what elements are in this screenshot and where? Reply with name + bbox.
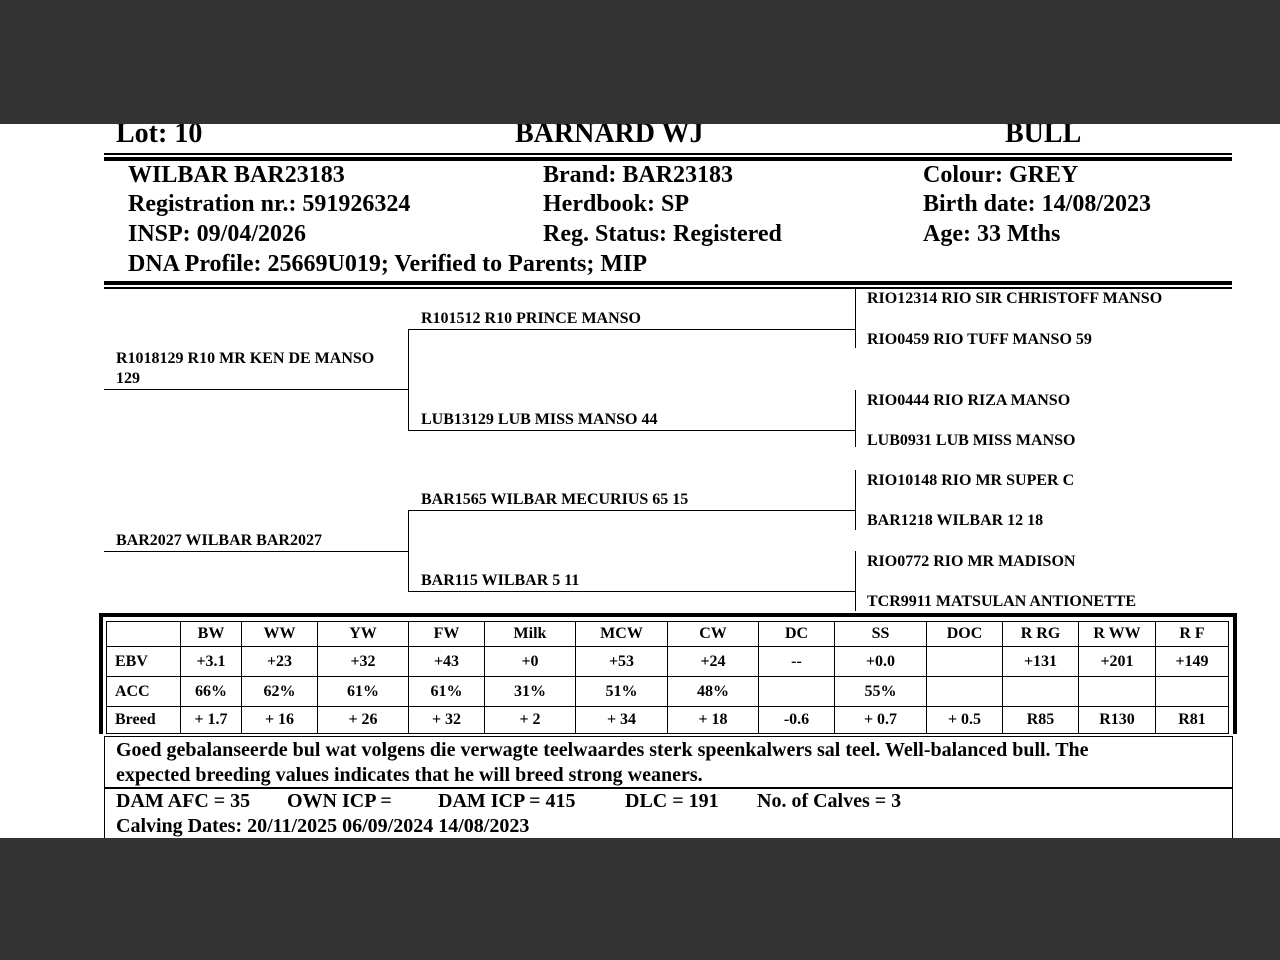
breeder-name: BARNARD WJ (515, 124, 704, 149)
acc-cell: 51% (576, 677, 668, 707)
breed-cell: R130 (1079, 707, 1156, 734)
breed-cell: + 26 (318, 707, 409, 734)
dam: BAR2027 WILBAR BAR2027 (116, 532, 322, 549)
ebv-cell: +3.1 (181, 647, 242, 677)
ebv-cell: EBV (107, 647, 181, 677)
ebv-header-cell: WW (242, 622, 318, 647)
sire-sire-line (408, 329, 855, 330)
calving-dates: Calving Dates: 20/11/2025 06/09/2024 14/08/2023 (116, 815, 530, 837)
sire-line (104, 389, 409, 390)
acc-cell (1079, 677, 1156, 707)
acc-cell: 62% (242, 677, 318, 707)
ebv-cell (927, 647, 1003, 677)
ebv-cell: +43 (409, 647, 485, 677)
ggp-bracket-3 (855, 470, 856, 530)
info-rule (104, 287, 1232, 289)
herdbook: Herdbook: SP (543, 191, 690, 217)
breed-cell: + 32 (409, 707, 485, 734)
breed-cell: + 0.5 (927, 707, 1003, 734)
breed-cell: + 2 (485, 707, 576, 734)
brand: Brand: BAR23183 (543, 162, 734, 188)
dna-profile: DNA Profile: 25669U019; Verified to Parents; MIP (128, 251, 648, 277)
birth-date: Birth date: 14/08/2023 (923, 191, 1151, 217)
acc-cell: ACC (107, 677, 181, 707)
ebv-header-cell: MCW (576, 622, 668, 647)
header-rule (104, 153, 1232, 155)
dam-sire: BAR1565 WILBAR MECURIUS 65 15 (421, 491, 689, 508)
sire-dam-line (408, 430, 855, 431)
breed-cell: + 34 (576, 707, 668, 734)
ggp-bracket-1 (855, 288, 856, 348)
breed-row (107, 707, 1229, 734)
ebv-cell: -- (759, 647, 835, 677)
dam-icp: DAM ICP = 415 (438, 790, 576, 812)
header-rule-thick (104, 157, 1232, 161)
ebv-header-cell: YW (318, 622, 409, 647)
dam-bracket (408, 510, 409, 592)
lot-number: Lot: 10 (116, 124, 203, 149)
ebv-header-cell: FW (409, 622, 485, 647)
ggp-8: TCR9911 MATSULAN ANTIONETTE (867, 593, 1137, 610)
dlc: DLC = 191 (625, 790, 719, 812)
ebv-cell: +0.0 (835, 647, 927, 677)
ggp-2: RIO0459 RIO TUFF MANSO 59 (867, 331, 1092, 348)
ebv-header-cell: BW (181, 622, 242, 647)
ggp-1: RIO12314 RIO SIR CHRISTOFF MANSO (867, 290, 1163, 307)
acc-row (107, 677, 1229, 707)
breed-cell: -0.6 (759, 707, 835, 734)
inspection-date: INSP: 09/04/2026 (128, 221, 307, 247)
ggp-bracket-2 (855, 390, 856, 447)
acc-cell (759, 677, 835, 707)
acc-cell: 66% (181, 677, 242, 707)
acc-cell: 61% (318, 677, 409, 707)
breed-cell: + 18 (668, 707, 759, 734)
acc-cell: 55% (835, 677, 927, 707)
colour: Colour: GREY (923, 162, 1079, 188)
ebv-cell: +131 (1003, 647, 1079, 677)
breed-cell: Breed (107, 707, 181, 734)
ebv-cell: +24 (668, 647, 759, 677)
ebv-cell: +149 (1156, 647, 1229, 677)
ebv-cell: +32 (318, 647, 409, 677)
ebv-cell: +23 (242, 647, 318, 677)
sire-sire: R101512 R10 PRINCE MANSO (421, 310, 641, 327)
ebv-header-cell (107, 622, 181, 647)
sire-bracket (408, 329, 409, 431)
dam-stats-box (104, 787, 1233, 838)
acc-cell: 48% (668, 677, 759, 707)
ebv-cell: +0 (485, 647, 576, 677)
registration-status: Reg. Status: Registered (543, 221, 782, 247)
ebv-header-cell: R WW (1079, 622, 1156, 647)
ebv-row (107, 647, 1229, 677)
info-rule-thick (104, 281, 1232, 285)
ggp-4: LUB0931 LUB MISS MANSO (867, 432, 1076, 449)
sire: R1018129 R10 MR KEN DE MANSO (116, 350, 375, 367)
own-icp: OWN ICP = (287, 790, 392, 812)
breed-cell: + 16 (242, 707, 318, 734)
comment-line1: Goed gebalanseerde bul wat volgens die verwagte teelwaardes sterk speenkalwers sal teel. Well-balanced bull. The (116, 739, 1089, 761)
ebv-header-row (107, 622, 1229, 647)
ebv-header-cell: DOC (927, 622, 1003, 647)
sire-line2: 129 (116, 370, 140, 387)
acc-cell: 31% (485, 677, 576, 707)
dam-sire-line (408, 510, 855, 511)
breed-cell: + 0.7 (835, 707, 927, 734)
dam-dam: BAR115 WILBAR 5 11 (421, 572, 580, 589)
ggp-5: RIO10148 RIO MR SUPER C (867, 472, 1075, 489)
breed-cell: R85 (1003, 707, 1079, 734)
acc-cell (1156, 677, 1229, 707)
ggp-bracket-4 (855, 551, 856, 611)
ebv-cell: +201 (1079, 647, 1156, 677)
ggp-6: BAR1218 WILBAR 12 18 (867, 512, 1044, 529)
ggp-7: RIO0772 RIO MR MADISON (867, 553, 1076, 570)
acc-cell (1003, 677, 1079, 707)
ebv-header-cell: CW (668, 622, 759, 647)
breed-cell: + 1.7 (181, 707, 242, 734)
ebv-header-cell: SS (835, 622, 927, 647)
comment-line2: expected breeding values indicates that he will breed strong weaners. (116, 764, 703, 786)
comment-box (104, 736, 1233, 789)
ebv-header-cell: Milk (485, 622, 576, 647)
breed-cell: R81 (1156, 707, 1229, 734)
lot-sheet (0, 124, 1280, 838)
acc-cell: 61% (409, 677, 485, 707)
animal-name: WILBAR BAR23183 (128, 162, 345, 188)
ggp-3: RIO0444 RIO RIZA MANSO (867, 392, 1071, 409)
acc-cell (927, 677, 1003, 707)
dam-dam-line (408, 591, 855, 592)
dam-line (104, 551, 409, 552)
ebv-header-cell: R RG (1003, 622, 1079, 647)
ebv-cell: +53 (576, 647, 668, 677)
age: Age: 33 Mths (923, 221, 1061, 247)
registration-number: Registration nr.: 591926324 (128, 191, 411, 217)
ebv-header-cell: DC (759, 622, 835, 647)
sire-dam: LUB13129 LUB MISS MANSO 44 (421, 411, 658, 428)
dam-afc: DAM AFC = 35 (116, 790, 251, 812)
ebv-header-cell: R F (1156, 622, 1229, 647)
animal-sex: BULL (1005, 124, 1082, 149)
ebv-table (106, 621, 1229, 734)
number-of-calves: No. of Calves = 3 (757, 790, 902, 812)
